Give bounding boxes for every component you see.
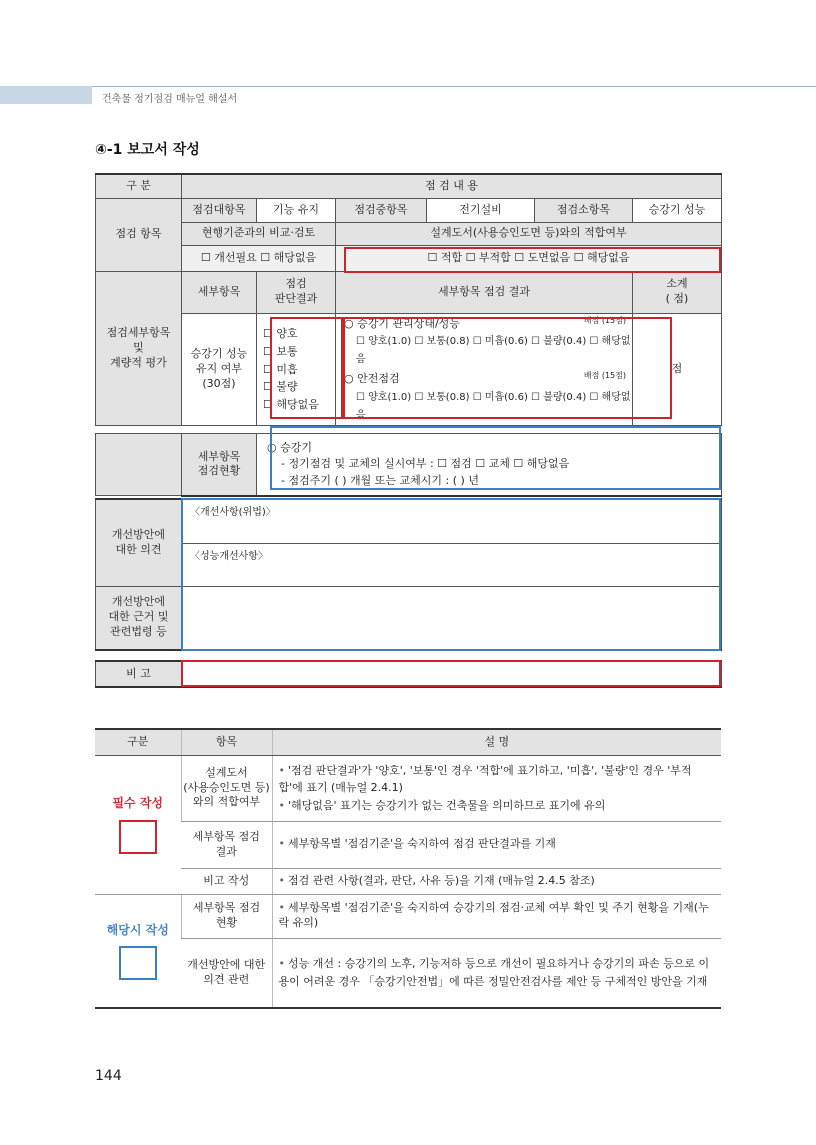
design-highlight-box — [344, 247, 721, 273]
major-label: 점검대항목 — [182, 198, 257, 222]
guide-item-line: 설계도서 — [205, 765, 248, 779]
opinion-highlight-box — [181, 498, 721, 651]
gubun-header: 구 분 — [96, 174, 182, 198]
guide-desc-text: 성능 개선 : 승강기의 노후, 기능저하 등으로 개선이 필요하거나 승강기의 파손 등으로 이용이 어려운 경우 「승강기안전법」에 따른 정밀안전검사를 제안 등 구체적인 방안을 기재 — [278, 957, 710, 988]
status-label — [182, 434, 257, 496]
guide-item: 비고 작성 — [181, 868, 272, 894]
detail-eval-label — [96, 271, 182, 426]
subtotal-line: ( 점) — [665, 292, 689, 305]
opinion-label — [96, 499, 182, 586]
judge-option[interactable]: ☐ 해당없음 — [263, 397, 319, 411]
status-label-line: 점검현황 — [197, 464, 241, 478]
guide-desc-line: • '해당없음' 표기는 승강기가 없는 건축물을 의미하므로 표기에 유의 — [278, 798, 606, 812]
middle-value: 전기설비 — [427, 198, 535, 222]
opinion-violation[interactable]: 〈개선사항(위법)〉 — [182, 499, 722, 543]
guide-desc-text: 점검 관련 사항(결과, 판단, 사유 등)을 기재 (매뉴얼 2.4.5 참조) — [288, 873, 595, 887]
judge-option[interactable]: ☐ 보통 — [263, 344, 298, 358]
guide-item-line: 의견 관련 — [203, 972, 250, 986]
result1-points: 배점 (15점) — [583, 315, 626, 325]
remark-label: 비 고 — [96, 661, 182, 687]
sub-item-name-line: (30점) — [202, 376, 236, 390]
subtotal-header — [633, 271, 722, 313]
guide-desc-text: 세부항목별 '점검기준'을 숙지하여 승강기의 점검·교체 여부 확인 및 주기 현황을 기재(누락 유의) — [278, 901, 709, 929]
status-spacer-cell — [96, 434, 182, 496]
guide-item — [181, 894, 272, 938]
basis-label-line: 대한 근거 및 — [108, 610, 169, 624]
result-highlight-box — [343, 317, 672, 419]
judgement-header — [257, 271, 336, 313]
basis-label-line: 개선방안에 — [111, 595, 166, 609]
middle-label: 점검중항목 — [336, 198, 427, 222]
guide-desc-line: • '점검 판단결과'가 '양호', '보통'인 경우 '적합'에 표기하고, '미흡', '불량'인 경우 '부적합'에 표기 (매뉴얼 2.4.1) — [278, 763, 692, 795]
result2-title: ○ 안전점검 — [344, 372, 400, 386]
guide-desc: • 세부항목별 '점검기준'을 숙지하여 점검 판단결과를 기재 — [272, 821, 721, 868]
guide-item-line: 와의 적합여부 — [192, 795, 261, 809]
guide-desc: • 성능 개선 : 승강기의 노후, 기능저하 등으로 개선이 필요하거나 승강기의 파손 등으로 이용이 어려운 경우 「승강기안전법」에 따른 정밀안전검사를 제안 등 구체적인 방안을 기재 — [272, 938, 721, 1008]
guide-desc-text: 세부항목별 '점검기준'을 숙지하여 점검 판단결과를 기재 — [288, 837, 556, 851]
status-highlight-box — [270, 426, 721, 490]
design-options[interactable]: ☐ 적합 ☐ 부적합 ☐ 도면없음 ☐ 해당없음 — [336, 245, 722, 271]
conditional-label: 해당시 작성 — [106, 922, 169, 937]
guide-desc — [272, 755, 721, 821]
guide-col-item: 항목 — [181, 729, 272, 755]
opinion-performance[interactable]: 〈성능개선사항〉 — [182, 543, 722, 586]
required-label: 필수 작성 — [112, 796, 164, 811]
sub-item-name — [182, 313, 257, 426]
judge-option[interactable]: ☐ 불량 — [263, 380, 298, 394]
detail-eval-line: 점검세부항목 — [106, 326, 171, 340]
result1-options[interactable]: ☐ 양호(1.0) ☐ 보통(0.8) ☐ 미흡(0.6) ☐ 불량(0.4) ☐ 해당없음 — [356, 336, 631, 366]
guide-item-line: (사용승인도면 등) — [183, 780, 270, 794]
result2-points: 배점 (15점) — [583, 371, 626, 381]
guide-desc-text: '해당없음' 표기는 승강기가 없는 건축물을 의미하므로 표기에 유의 — [288, 798, 606, 812]
detail-eval-line: 계량적 평가 — [110, 355, 167, 369]
basis-label — [96, 586, 182, 650]
judge-option[interactable]: ☐ 양호 — [263, 327, 298, 341]
status-line-1: ○ 승강기 — [267, 440, 312, 454]
guide-item-line: 현황 — [215, 916, 238, 929]
sub-item-name-line: 유지 여부 — [195, 361, 242, 375]
guide-table — [95, 728, 721, 1009]
guide-col-gubun: 구분 — [95, 729, 181, 755]
guide-item-line: 결과 — [215, 844, 237, 858]
sub-result-header: 세부항목 점검 결과 — [336, 271, 633, 313]
guide-desc: • 점검 관련 사항(결과, 판단, 사유 등)을 기재 (매뉴얼 2.4.5 참조) — [272, 868, 721, 894]
opinion-label-line: 개선방안에 — [111, 527, 166, 541]
judgement-header-line: 판단결과 — [274, 292, 318, 305]
page-number: 144 — [95, 1068, 122, 1084]
minor-value: 승강기 성능 — [633, 198, 722, 222]
minor-label: 점검소항목 — [535, 198, 633, 222]
guide-item — [181, 938, 272, 1008]
score-unit: 점 — [633, 313, 722, 426]
guide-item-line: 세부항목 점검 — [192, 829, 260, 843]
header-rule — [92, 86, 816, 87]
inspect-content-header: 점 검 내 용 — [182, 174, 722, 198]
item-label: 점검 항목 — [96, 198, 182, 271]
detail-eval-line: 및 — [133, 340, 144, 354]
status-label-line: 세부항목 — [197, 449, 241, 463]
judgement-header-line: 점검 — [285, 277, 307, 291]
conditional-cell — [95, 894, 181, 1008]
status-line-3[interactable]: - 점검주기 ( ) 개월 또는 교체시기 : ( ) 년 — [281, 473, 479, 487]
required-square-icon — [119, 820, 157, 854]
judge-option[interactable]: ☐ 미흡 — [263, 362, 298, 376]
sub-item-name-line: 승강기 성능 — [190, 347, 248, 361]
major-value: 기능 유지 — [257, 198, 336, 222]
remark-highlight-box — [181, 660, 721, 687]
guide-desc-text: '점검 판단결과'가 '양호', '보통'인 경우 '적합'에 표기하고, '미흡', '불량'인 경우 '부적합'에 표기 (매뉴얼 2.4.1) — [278, 763, 692, 795]
guide-item-line: 세부항목 점검 — [192, 901, 261, 915]
result2-options[interactable]: ☐ 양호(1.0) ☐ 보통(0.8) ☐ 미흡(0.6) ☐ 불량(0.4) ☐ 해당없음 — [356, 392, 631, 422]
subtotal-line: 소계 — [666, 277, 688, 291]
opinion-label-line: 대한 의견 — [115, 542, 162, 556]
compare-options[interactable]: ☐ 개선필요 ☐ 해당없음 — [182, 245, 336, 271]
header-title: 건축물 정기점검 매뉴얼 해설서 — [102, 94, 238, 105]
guide-item — [181, 755, 272, 821]
status-line-2[interactable]: - 정기점검 및 교체의 실시여부 : ☐ 점검 ☐ 교체 ☐ 해당없음 — [281, 457, 570, 471]
basis-label-line: 관련법령 등 — [110, 625, 167, 639]
judgement-highlight-box — [270, 317, 343, 419]
guide-item-line: 개선방안에 대한 — [187, 957, 266, 971]
compare-label: 현행기준과의 비교·검토 — [182, 222, 336, 245]
guide-col-desc: 설 명 — [272, 729, 721, 755]
header-accent-bar — [0, 86, 92, 104]
required-cell — [95, 755, 181, 894]
guide-desc: • 세부항목별 '점검기준'을 숙지하여 승강기의 점검·교체 여부 확인 및 주기 현황을 기재(누락 유의) — [272, 894, 721, 938]
conditional-square-icon — [119, 946, 157, 980]
result1-title: ○ 승강기 관리상태/성능 — [344, 316, 460, 330]
guide-item — [181, 821, 272, 868]
sub-item-header: 세부항목 — [182, 271, 257, 313]
section-title: ④-1 보고서 작성 — [95, 142, 200, 158]
design-label: 설계도서(사용승인도면 등)와의 적합여부 — [336, 222, 722, 245]
